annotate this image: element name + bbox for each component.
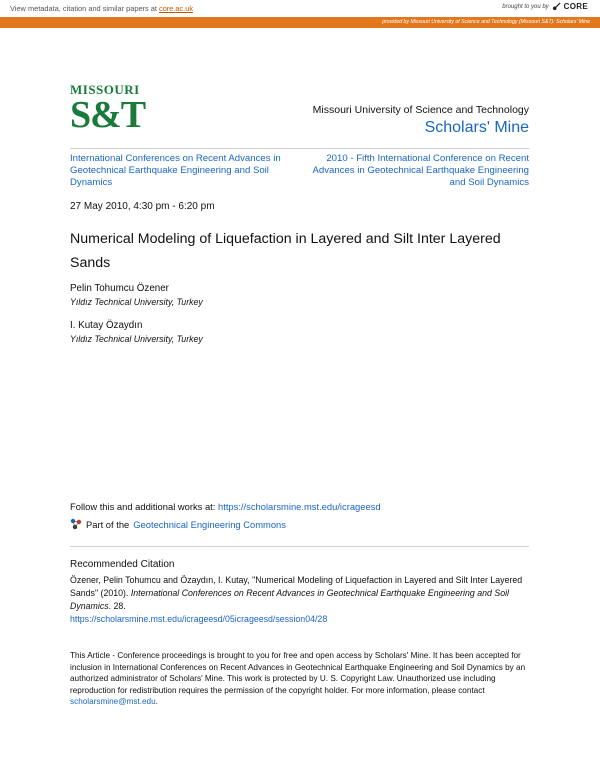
core-brand-name: CORE [563, 2, 588, 11]
core-brand[interactable] [502, 2, 588, 11]
logo-missouri-text: MISSOURI [70, 82, 140, 97]
part-of-prefix: Part of the [86, 518, 130, 530]
author-name: Pelin Tohumcu Özener [70, 283, 169, 294]
citation-journal: International Conferences on Recent Advances in Geotechnical Earthquake Engineering and Soil Dynamics [70, 588, 510, 611]
author-name: I. Kutay Özaydın [70, 320, 143, 331]
core-provider-strip [0, 17, 600, 28]
core-link-prefix: View metadata, citation and similar papers at [10, 4, 159, 13]
logo-st-text: S&T [70, 94, 146, 136]
core-brought-by: brought to you by [502, 3, 549, 10]
citation-body [70, 574, 540, 626]
institution-block [313, 104, 529, 137]
access-statement-end: . [155, 697, 158, 707]
follow-line [70, 501, 381, 512]
access-statement [70, 650, 535, 708]
divider [70, 148, 529, 149]
follow-text: Follow this and additional works at: [70, 501, 218, 512]
author-affiliation: Yıldız Technical University, Turkey [70, 297, 203, 307]
commons-link[interactable]: Geotechnical Engineering Commons [133, 518, 286, 530]
citation-suffix: . 28. [108, 601, 126, 611]
paper-title: Numerical Modeling of Liquefaction in Layered and Silt Inter Layered Sands [70, 231, 501, 271]
author-affiliation: Yıldız Technical University, Turkey [70, 334, 203, 344]
citation-url-link[interactable]: https://scholarsmine.mst.edu/icrageesd/05icrageesd/session04/28 [70, 614, 328, 624]
citation-text: Özener, Pelin Tohumcu and Özaydın, I. Kutay, "Numerical Modeling of Liquefaction in Layered and Silt Inter Layered Sands" (2010). [70, 575, 523, 598]
event-date: 27 May 2010, 4:30 pm - 6:20 pm [70, 201, 215, 212]
divider [70, 546, 529, 547]
contact-email-link[interactable]: scholarsmine@mst.edu [70, 697, 156, 707]
collection-link-parent[interactable]: International Conferences on Recent Advances in Geotechnical Earthquake Engineering and Soil Dynamics [70, 153, 281, 188]
repository-link[interactable]: Scholars' Mine [424, 119, 529, 136]
part-of-line [70, 518, 286, 530]
core-top-bar [0, 0, 600, 17]
missouri-st-logo[interactable] [70, 82, 146, 136]
university-name: Missouri University of Science and Technology [312, 104, 529, 116]
core-header [0, 0, 600, 28]
core-logo-icon [552, 2, 561, 11]
network-icon [70, 518, 82, 530]
collection-link-conference[interactable]: 2010 - Fifth International Conference on Recent Advances in Geotechnical Earthquake Engineering and Soil Dynamics [312, 153, 529, 188]
core-link-domain[interactable]: core.ac.uk [159, 4, 194, 13]
access-statement-text: This Article - Conference proceedings is brought to you for free and open access by Scholars' Mine. It has been accepted for inclusion in International Conferences on Recent Advances in Geotechnical Earthquake Engineering and Soil Dynamics by an authorized administrator of Scholars' Mine. This work is protected by U. S. Copyright Law. Unauthorized use including reproduction for redistribution requires the permission of the copyright holder. For more information, please contact [70, 651, 526, 695]
citation-heading: Recommended Citation [70, 559, 175, 570]
core-provided-by: provided by Missouri University of Science and Technology (Missouri S&T): Scholars' Mine [382, 19, 590, 25]
follow-url-link[interactable]: https://scholarsmine.mst.edu/icrageesd [218, 501, 381, 512]
core-metadata-link[interactable] [10, 4, 193, 13]
